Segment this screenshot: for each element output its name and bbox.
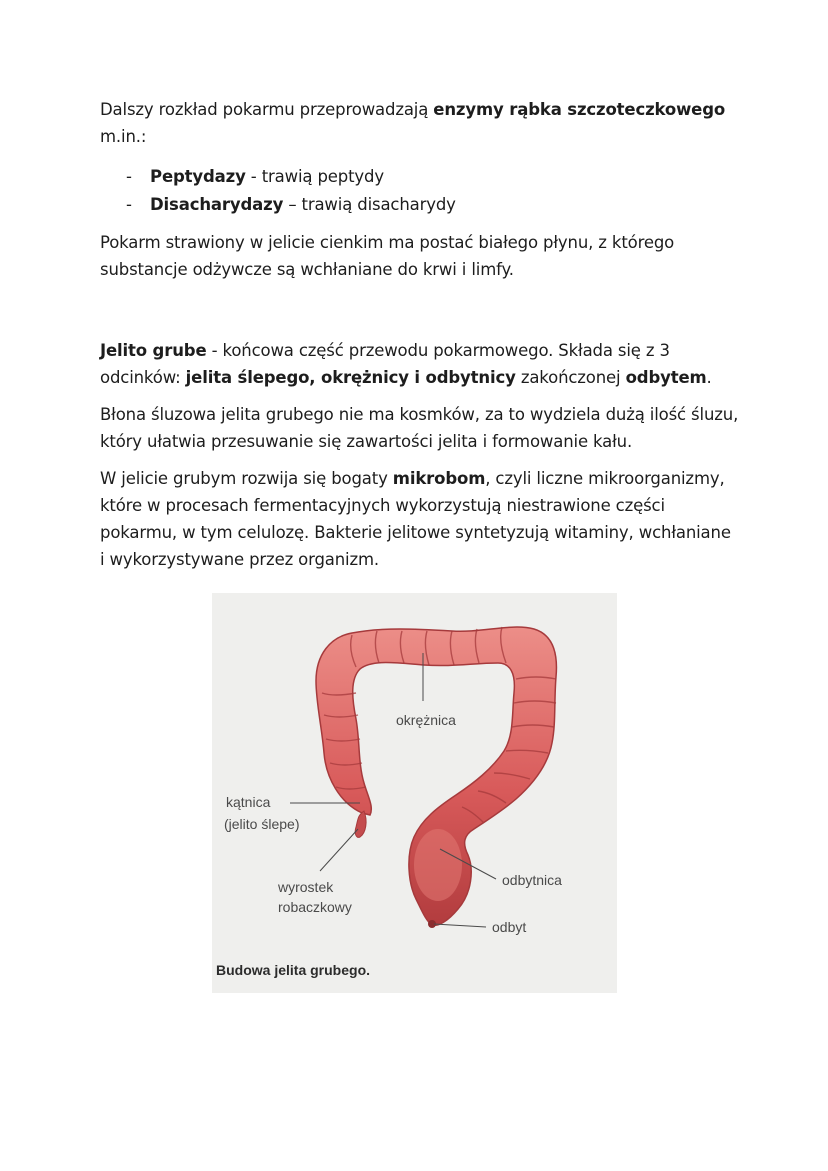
text-span: W jelicie grubym rozwija się bogaty [100,469,393,488]
text-span: – trawią disacharydy [283,195,456,214]
text-span: . [706,368,712,387]
bold-term: odbytem [625,368,707,387]
label-odbytnica: odbytnica [502,872,562,888]
large-intestine-figure [212,593,617,993]
paragraph-mucosa: Błona śluzowa jelita grubego nie ma kosmków, za to wydziela dużą ilość śluzu, który ułatwia przesuwanie się zawartości jelita i formowanie kału. [100,405,739,451]
text-span: zakończonej [515,368,626,387]
list-dash: - [126,195,132,214]
bold-term: Disacharydazy [150,195,284,214]
appendix-shape [355,811,366,837]
bold-term: enzymy rąbka szczoteczkowego [433,100,726,119]
paragraph-enzymes [100,96,740,150]
label-jelito-slepe: (jelito ślepe) [224,816,300,832]
label-okreznica: okrężnica [396,712,456,728]
bold-term: Peptydazy [150,167,246,186]
list-item [100,163,740,191]
figure-caption: Budowa jelita grubego. [216,962,371,978]
text-span: - trawią peptydy [245,167,384,186]
text-span: - końcowa część przewodu pokarmowego. Składa się z 3 odcinków: [100,341,670,387]
bold-term: Jelito grube [100,341,207,360]
label-robaczkowy: robaczkowy [278,899,352,915]
paragraph-microbiome [100,465,740,573]
label-wyrostek: wyrostek [278,879,334,895]
list-dash: - [126,167,132,186]
bold-term: jelita ślepego, okrężnicy i odbytnicy [185,368,516,387]
list-item [100,191,740,219]
rectum-shape [414,829,462,901]
bold-term: mikrobom [392,469,486,488]
document-body [100,96,740,573]
paragraph-large-intestine [100,337,740,391]
text-span: , czyli liczne mikroorganizmy, które w procesach fermentacyjnych wykorzystują niestrawione części pokarmu, w tym celulozę. Bakterie jelitowe syntetyzują witaminy, wchłaniane i wykorzystywane przez organizm. [100,469,731,569]
label-katnica: kątnica [226,794,271,810]
label-odbyt: odbyt [492,919,527,935]
enzyme-list [100,163,740,219]
text-span: m.in.: [100,127,147,146]
large-intestine-illustration [212,593,617,993]
text-span: Dalszy rozkład pokarmu przeprowadzają [100,100,434,119]
paragraph-digested-food: Pokarm strawiony w jelicie cienkim ma postać białego płynu, z którego substancje odżywcze są wchłaniane do krwi i limfy. [100,233,675,279]
